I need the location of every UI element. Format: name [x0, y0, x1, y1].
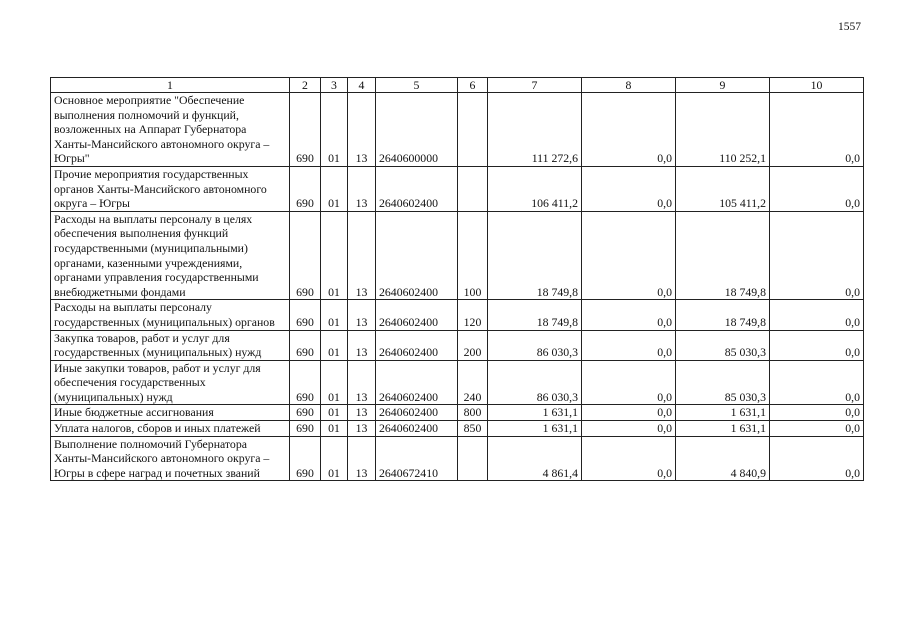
table-row	[51, 300, 864, 330]
target-article-cell: 2640602400	[376, 421, 458, 437]
expense-type-cell: 850	[458, 421, 488, 437]
amount-col10-cell: 0,0	[770, 300, 864, 330]
table-row	[51, 93, 864, 167]
column-header: 1	[51, 78, 290, 93]
amount-col7-cell: 111 272,6	[488, 93, 582, 167]
subsection-code-cell: 13	[348, 421, 376, 437]
subsection-code-cell: 13	[348, 166, 376, 211]
column-header: 3	[321, 78, 348, 93]
amount-col9-cell: 4 840,9	[676, 436, 770, 481]
table-row	[51, 166, 864, 211]
table-row	[51, 421, 864, 437]
amount-col9-cell: 110 252,1	[676, 93, 770, 167]
amount-col7-cell: 1 631,1	[488, 405, 582, 421]
amount-col9-cell: 85 030,3	[676, 360, 770, 405]
grbs-code-cell: 690	[290, 421, 321, 437]
target-article-cell: 2640602400	[376, 211, 458, 300]
amount-col9-cell: 105 411,2	[676, 166, 770, 211]
column-header: 7	[488, 78, 582, 93]
amount-col9-cell: 18 749,8	[676, 211, 770, 300]
amount-col7-cell: 4 861,4	[488, 436, 582, 481]
amount-col10-cell: 0,0	[770, 360, 864, 405]
column-header: 10	[770, 78, 864, 93]
grbs-code-cell: 690	[290, 436, 321, 481]
expense-type-cell: 800	[458, 405, 488, 421]
column-header: 2	[290, 78, 321, 93]
budget-table	[50, 77, 864, 481]
amount-col8-cell: 0,0	[582, 93, 676, 167]
amount-col10-cell: 0,0	[770, 421, 864, 437]
amount-col10-cell: 0,0	[770, 211, 864, 300]
section-code-cell: 01	[321, 93, 348, 167]
target-article-cell: 2640602400	[376, 330, 458, 360]
row-name-cell: Уплата налогов, сборов и иных платежей	[51, 421, 290, 437]
amount-col7-cell: 106 411,2	[488, 166, 582, 211]
subsection-code-cell: 13	[348, 436, 376, 481]
target-article-cell: 2640602400	[376, 360, 458, 405]
section-code-cell: 01	[321, 360, 348, 405]
section-code-cell: 01	[321, 211, 348, 300]
page-number: 1557	[838, 21, 861, 33]
subsection-code-cell: 13	[348, 211, 376, 300]
amount-col10-cell: 0,0	[770, 166, 864, 211]
amount-col7-cell: 1 631,1	[488, 421, 582, 437]
amount-col7-cell: 86 030,3	[488, 330, 582, 360]
column-header: 9	[676, 78, 770, 93]
column-header: 8	[582, 78, 676, 93]
section-code-cell: 01	[321, 330, 348, 360]
table-row	[51, 360, 864, 405]
amount-col9-cell: 1 631,1	[676, 421, 770, 437]
row-name-cell: Иные закупки товаров, работ и услуг для обеспечения государственных (муниципальных) нужд	[51, 360, 290, 405]
amount-col10-cell: 0,0	[770, 93, 864, 167]
grbs-code-cell: 690	[290, 211, 321, 300]
amount-col7-cell: 86 030,3	[488, 360, 582, 405]
expense-type-cell	[458, 436, 488, 481]
expense-type-cell	[458, 93, 488, 167]
target-article-cell: 2640672410	[376, 436, 458, 481]
subsection-code-cell: 13	[348, 360, 376, 405]
amount-col8-cell: 0,0	[582, 421, 676, 437]
row-name-cell: Расходы на выплаты персоналу государственных (муниципальных) органов	[51, 300, 290, 330]
row-name-cell: Расходы на выплаты персоналу в целях обеспечения выполнения функций государственными (муниципальными) органами, казенными учреждениями, органами управления государственными внебюджетными фондами	[51, 211, 290, 300]
amount-col9-cell: 85 030,3	[676, 330, 770, 360]
subsection-code-cell: 13	[348, 93, 376, 167]
amount-col8-cell: 0,0	[582, 300, 676, 330]
column-header: 5	[376, 78, 458, 93]
target-article-cell: 2640602400	[376, 166, 458, 211]
amount-col8-cell: 0,0	[582, 405, 676, 421]
row-name-cell: Иные бюджетные ассигнования	[51, 405, 290, 421]
subsection-code-cell: 13	[348, 330, 376, 360]
column-number-row	[51, 78, 864, 93]
row-name-cell: Закупка товаров, работ и услуг для государственных (муниципальных) нужд	[51, 330, 290, 360]
target-article-cell: 2640602400	[376, 300, 458, 330]
column-header: 6	[458, 78, 488, 93]
row-name-cell: Прочие мероприятия государственных органов Ханты-Мансийского автономного округа – Югры	[51, 166, 290, 211]
section-code-cell: 01	[321, 166, 348, 211]
amount-col10-cell: 0,0	[770, 436, 864, 481]
expense-type-cell: 120	[458, 300, 488, 330]
amount-col10-cell: 0,0	[770, 405, 864, 421]
expense-type-cell: 240	[458, 360, 488, 405]
target-article-cell: 2640600000	[376, 93, 458, 167]
amount-col8-cell: 0,0	[582, 211, 676, 300]
row-name-cell: Выполнение полномочий Губернатора Ханты-Мансийского автономного округа – Югры в сфере наград и почетных званий	[51, 436, 290, 481]
amount-col7-cell: 18 749,8	[488, 211, 582, 300]
target-article-cell: 2640602400	[376, 405, 458, 421]
table-row	[51, 330, 864, 360]
amount-col7-cell: 18 749,8	[488, 300, 582, 330]
grbs-code-cell: 690	[290, 405, 321, 421]
grbs-code-cell: 690	[290, 93, 321, 167]
subsection-code-cell: 13	[348, 405, 376, 421]
column-header: 4	[348, 78, 376, 93]
section-code-cell: 01	[321, 421, 348, 437]
expense-type-cell: 200	[458, 330, 488, 360]
table-row	[51, 436, 864, 481]
section-code-cell: 01	[321, 300, 348, 330]
amount-col9-cell: 18 749,8	[676, 300, 770, 330]
amount-col8-cell: 0,0	[582, 436, 676, 481]
table-row	[51, 405, 864, 421]
expense-type-cell	[458, 166, 488, 211]
section-code-cell: 01	[321, 436, 348, 481]
grbs-code-cell: 690	[290, 300, 321, 330]
amount-col8-cell: 0,0	[582, 166, 676, 211]
table-row	[51, 211, 864, 300]
subsection-code-cell: 13	[348, 300, 376, 330]
amount-col8-cell: 0,0	[582, 330, 676, 360]
grbs-code-cell: 690	[290, 330, 321, 360]
section-code-cell: 01	[321, 405, 348, 421]
amount-col8-cell: 0,0	[582, 360, 676, 405]
amount-col10-cell: 0,0	[770, 330, 864, 360]
expense-type-cell: 100	[458, 211, 488, 300]
row-name-cell: Основное мероприятие "Обеспечение выполнения полномочий и функций, возложенных на Аппарат Губернатора Ханты-Мансийского автономного округа – Югры"	[51, 93, 290, 167]
amount-col9-cell: 1 631,1	[676, 405, 770, 421]
grbs-code-cell: 690	[290, 166, 321, 211]
grbs-code-cell: 690	[290, 360, 321, 405]
